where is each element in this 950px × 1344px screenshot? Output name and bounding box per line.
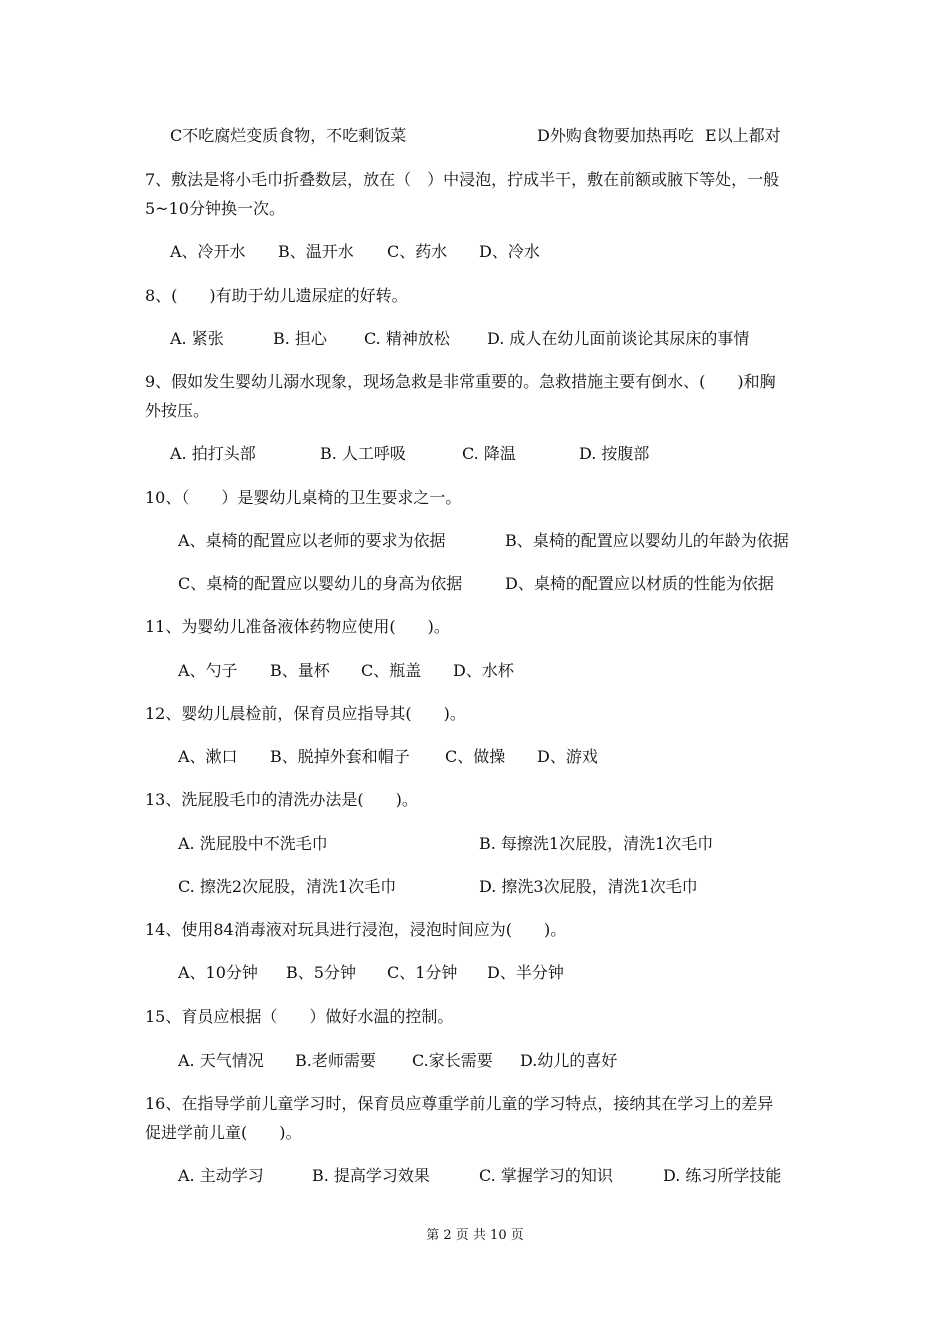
question-16-line-2: 促进学前儿童( )。 [145, 1123, 302, 1142]
q9-option-c: C. 降温 [462, 444, 516, 463]
q6-option-e: E以上都对 [705, 126, 781, 145]
q14-option-a: A、10分钟 [178, 963, 258, 982]
question-8: 8、( )有助于幼儿遗尿症的好转。 [145, 286, 408, 305]
q12-option-d: D、游戏 [537, 747, 598, 766]
question-13: 13、洗屁股毛巾的清洗办法是( )。 [145, 790, 418, 809]
q6-option-c: C不吃腐烂变质食物，不吃剩饭菜 [170, 126, 407, 145]
q15-option-d: D.幼儿的喜好 [520, 1051, 618, 1070]
question-7-line-2: 5~10分钟换一次。 [145, 199, 285, 218]
question-14: 14、使用84消毒液对玩具进行浸泡，浸泡时间应为( )。 [145, 920, 567, 939]
q16-option-b: B. 提高学习效果 [312, 1166, 430, 1185]
q8-option-c: C. 精神放松 [364, 329, 450, 348]
question-16-line-1: 16、在指导学前儿童学习时，保育员应尊重学前儿童的学习特点，接纳其在学习上的差异 [145, 1094, 774, 1113]
q13-option-c: C. 擦洗2次屁股，清洗1次毛巾 [178, 877, 397, 896]
q15-option-a: A. 天气情况 [178, 1051, 264, 1070]
q8-option-d: D. 成人在幼儿面前谈论其尿床的事情 [487, 329, 750, 348]
question-15: 15、育员应根据（ ）做好水温的控制。 [145, 1007, 454, 1026]
q15-option-b: B.老师需要 [295, 1051, 376, 1070]
q13-option-d: D. 擦洗3次屁股，清洗1次毛巾 [479, 877, 698, 896]
q15-option-c: C.家长需要 [412, 1051, 493, 1070]
q8-option-a: A. 紧张 [170, 329, 224, 348]
q10-option-a: A、桌椅的配置应以老师的要求为依据 [178, 531, 446, 550]
q7-option-b: B、温开水 [278, 242, 354, 261]
q13-option-b: B. 每擦洗1次屁股，清洗1次毛巾 [479, 834, 714, 853]
q12-option-c: C、做操 [445, 747, 506, 766]
q7-option-d: D、冷水 [479, 242, 540, 261]
q13-option-a: A. 洗屁股中不洗毛巾 [178, 834, 328, 853]
q16-option-a: A. 主动学习 [178, 1166, 264, 1185]
q16-option-c: C. 掌握学习的知识 [479, 1166, 613, 1185]
q14-option-c: C、1分钟 [387, 963, 458, 982]
question-7-line-1: 7、敷法是将小毛巾折叠数层，放在（ ）中浸泡，拧成半干，敷在前额或腋下等处，一般 [145, 170, 780, 189]
q7-option-c: C、药水 [387, 242, 448, 261]
q9-option-a: A. 拍打头部 [170, 444, 256, 463]
q10-option-c: C、桌椅的配置应以婴幼儿的身高为依据 [178, 574, 463, 593]
q11-option-d: D、水杯 [453, 661, 514, 680]
q9-option-d: D. 按腹部 [579, 444, 650, 463]
q7-option-a: A、冷开水 [170, 242, 246, 261]
q12-option-b: B、脱掉外套和帽子 [270, 747, 410, 766]
q14-option-d: D、半分钟 [487, 963, 564, 982]
q12-option-a: A、漱口 [178, 747, 238, 766]
page-number-footer: 第 2 页 共 10 页 [426, 1228, 524, 1243]
q14-option-b: B、5分钟 [286, 963, 356, 982]
q11-option-a: A、勺子 [178, 661, 238, 680]
question-12: 12、婴幼儿晨检前，保育员应指导其( )。 [145, 704, 466, 723]
q9-option-b: B. 人工呼吸 [320, 444, 406, 463]
q11-option-c: C、瓶盖 [361, 661, 422, 680]
q10-option-d: D、桌椅的配置应以材质的性能为依据 [505, 574, 774, 593]
question-11: 11、为婴幼儿准备液体药物应使用( )。 [145, 617, 450, 636]
q16-option-d: D. 练习所学技能 [663, 1166, 782, 1185]
question-9-line-1: 9、假如发生婴幼儿溺水现象，现场急救是非常重要的。急救措施主要有倒水、( )和胸 [145, 372, 776, 391]
question-9-line-2: 外按压。 [145, 401, 210, 420]
q6-option-d: D外购食物要加热再吃 [537, 126, 694, 145]
q11-option-b: B、量杯 [270, 661, 330, 680]
q10-option-b: B、桌椅的配置应以婴幼儿的年龄为依据 [505, 531, 789, 550]
q8-option-b: B. 担心 [273, 329, 327, 348]
question-10: 10、（ ）是婴幼儿桌椅的卫生要求之一。 [145, 488, 462, 507]
